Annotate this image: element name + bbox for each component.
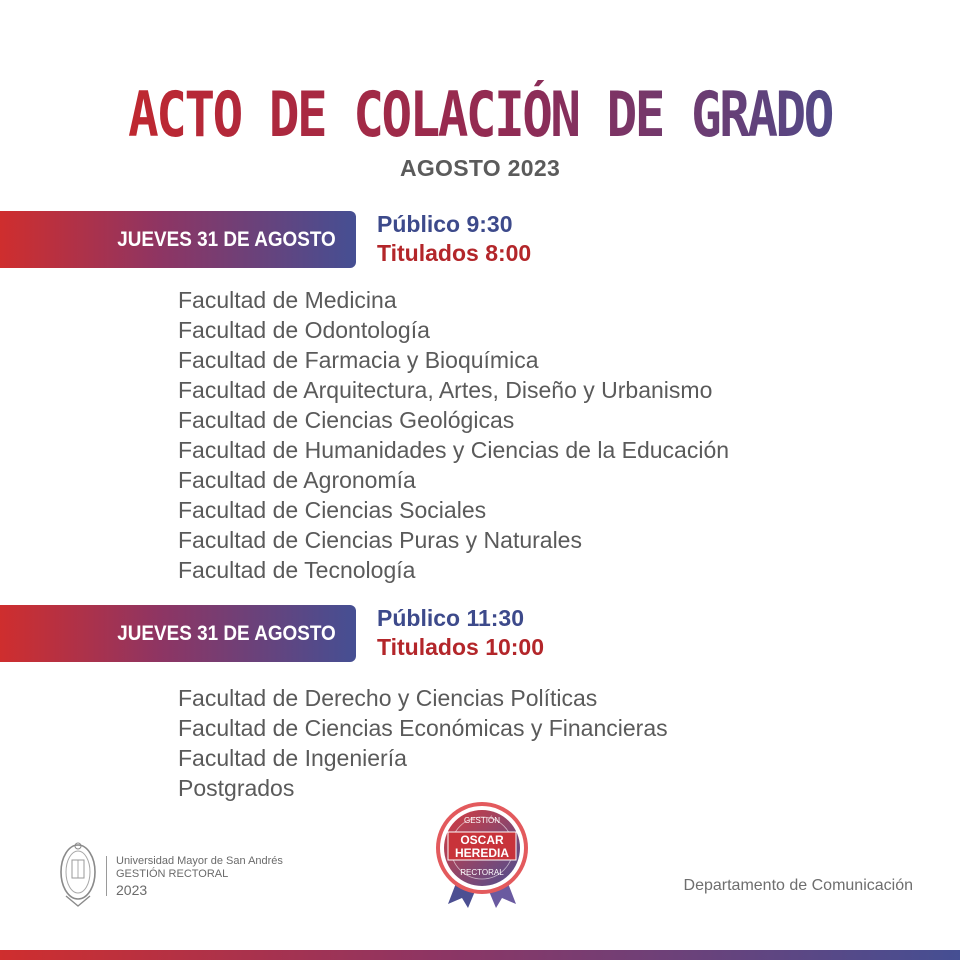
badge-line1: OSCAR: [460, 833, 504, 847]
university-text: [116, 855, 283, 899]
department-label: Departamento de Comunicación: [683, 877, 913, 894]
faculty-item: Facultad de Farmacia y Bioquímica: [178, 347, 539, 373]
badge-top-text: GESTIÓN: [463, 816, 501, 825]
session-2-day-banner: [0, 605, 356, 662]
university-name: Universidad Mayor de San Andrés: [116, 855, 283, 867]
university-logo: [58, 838, 308, 910]
session-1-publico: Público 9:30: [377, 211, 513, 237]
bottom-gradient-bar: [0, 950, 960, 960]
gestion-badge-icon: [434, 800, 530, 908]
session-2-titulados: Titulados 10:00: [377, 634, 545, 660]
management-label: GESTIÓN RECTORAL: [116, 868, 229, 880]
session-1-times: [377, 210, 531, 268]
faculty-item: Facultad de Ciencias Puras y Naturales: [178, 527, 582, 553]
faculty-item: Postgrados: [178, 775, 295, 801]
session-2-publico: Público 11:30: [377, 605, 525, 631]
session-1-faculty-list: [178, 285, 729, 585]
session-2-times: [377, 604, 544, 662]
faculty-item: Facultad de Derecho y Ciencias Políticas: [178, 685, 598, 711]
session-2-day-label: JUEVES 31 DE AGOSTO: [117, 621, 336, 645]
session-1-day-label: JUEVES 31 DE AGOSTO: [117, 227, 336, 251]
faculty-item: Facultad de Tecnología: [178, 557, 416, 583]
faculty-item: Facultad de Ciencias Económicas y Financieras: [178, 715, 668, 741]
badge-line2: HEREDIA: [454, 846, 510, 860]
faculty-item: Facultad de Odontología: [178, 317, 430, 343]
faculty-item: Facultad de Ciencias Geológicas: [178, 407, 515, 433]
session-1-titulados: Titulados 8:00: [377, 240, 532, 266]
page-title: ACTO DE COLACIÓN DE GRADO: [86, 80, 873, 150]
faculty-item: Facultad de Ingeniería: [178, 745, 407, 771]
faculty-item: Facultad de Ciencias Sociales: [178, 497, 487, 523]
logo-divider: [106, 856, 107, 896]
faculty-item: Facultad de Agronomía: [178, 467, 416, 493]
session-2-faculty-list: [178, 683, 668, 803]
badge-bottom-text: RECTORAL: [460, 868, 504, 877]
faculty-item: Facultad de Humanidades y Ciencias de la Educación: [178, 437, 730, 463]
session-1-day-banner: [0, 211, 356, 268]
faculty-item: Facultad de Medicina: [178, 287, 397, 313]
page-subtitle: AGOSTO 2023: [399, 155, 561, 181]
year-label: 2023: [116, 882, 148, 898]
university-shield-icon: [58, 838, 98, 908]
faculty-item: Facultad de Arquitectura, Artes, Diseño y Urbanismo: [178, 377, 713, 403]
